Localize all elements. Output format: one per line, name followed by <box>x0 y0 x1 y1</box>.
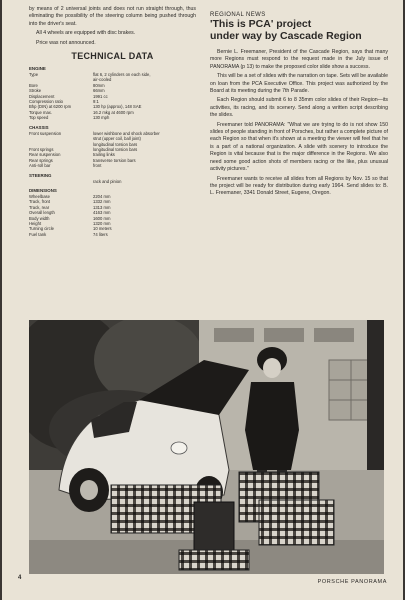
article-headline: 'This is PCA' project under way by Cascade Region <box>210 18 362 42</box>
steering-table <box>29 179 196 184</box>
spec-row: Overall length 4163 mm <box>29 210 111 216</box>
dimensions-heading: DIMENSIONS <box>29 187 57 193</box>
brakes-paragraph: All 4 wheels are equipped with disc brakes. <box>36 30 136 37</box>
price-paragraph: Price was not announced. <box>36 39 96 46</box>
left-column <box>29 6 196 237</box>
chassis-table <box>29 131 196 169</box>
section-kicker: REGIONAL NEWS <box>210 12 266 18</box>
page-number: 4 <box>18 575 22 581</box>
spec-row: Height 1320 mm <box>29 220 111 226</box>
spec-row: Compression ratio 9:1 <box>29 99 99 105</box>
spec-row: Front springs longitudinal torsion bars <box>29 146 138 152</box>
spec-row: Top speed 130 mph <box>29 115 110 121</box>
article-paragraph: Bernie L. Freemaner, President of the Cascade Region, says that many more Regions must respond to the request made in the July issue of PANORAMA (p 13) to make the proposed color slide show a success. <box>210 49 388 70</box>
porsche-luggage-photo <box>29 320 384 574</box>
spec-row: Track, rear 1313 mm <box>29 204 111 210</box>
article-paragraph: Freemaner wants to receive all slides from all Regions by Nov. 15 so that the project will be ready for distribution during early 1964. Send slides to: B. L. Freemaner, 3341 Donald Street, Eugene, Oregon. <box>210 175 388 197</box>
spec-row: Turning circle 10 meters <box>29 226 112 232</box>
spec-row: Wheelbase 2204 mm <box>29 193 111 199</box>
article-paragraph: Freemaner told PANORAMA: "What we are trying to do is not show 150 slides of people standing in front of Porsches, but rather a complete picture of each Region so that when it's shown at a meeting the viewer will feel that he is a part of a national organization. A slide with scenery to introduce the Region is vital because that is the major difference in the Regions. We also need some good action shots of members racing or the like, plus unusual activity pictures." <box>210 121 388 173</box>
magazine-title: PORSCHE PANORAMA <box>317 579 387 585</box>
spec-row: Stroke 66mm <box>29 88 105 94</box>
dimensions-table <box>29 194 196 237</box>
spec-row: Rear springs transverse torsion bars <box>29 157 136 163</box>
technical-data-title: TECHNICAL DATA <box>71 51 154 62</box>
spec-row: Type flat 6, 2 cylinders on each side, <box>29 72 151 78</box>
article-paragraph: This will be a set of slides with the narration on tape. Sets will be available on loan from the PCA Executive Office. This project was authorized by the Board at its meeting during the 7th Parade. <box>210 73 388 95</box>
magazine-page <box>2 0 403 600</box>
spec-row: longitudinal torsion bars <box>93 141 138 147</box>
spec-row: Bore 80mm <box>29 82 105 88</box>
engine-heading: ENGINE <box>29 66 46 72</box>
article-paragraph: Each Region should submit 6 to 8 35mm color slides of their Region—its activities, its racing, and its scenery. Send along a written script describing the slides. <box>210 97 388 119</box>
right-column <box>210 12 388 200</box>
spec-row: Front suspension lower wishbone and shock absorber <box>29 130 160 136</box>
spec-row: rack and pinion <box>93 178 122 184</box>
chassis-heading: CHASSIS <box>29 124 49 130</box>
spec-row: Displacement 1991 cc <box>29 93 108 99</box>
engine-table <box>29 72 196 121</box>
spec-row: strut (upper coil, ball joint) <box>93 136 141 142</box>
spec-row: Anti-roll bar front <box>29 163 102 169</box>
spec-row: Track, front 1332 mm <box>29 199 111 205</box>
spec-row: air-cooled <box>93 77 112 83</box>
spec-row: Torque max. 16.2 mkg at 4600 rpm <box>29 109 134 115</box>
intro-paragraph: by means of 2 universal joints and does not run straight through, thus eliminating the possibility of the steering column being pushed through into the driver's seat. <box>29 6 196 27</box>
spec-row: Body width 1600 mm <box>29 215 111 221</box>
spec-row: Rear suspension trailing links <box>29 152 115 158</box>
spec-row: Fuel tank 74 liters <box>29 231 108 237</box>
steering-heading: STEERING <box>29 172 52 178</box>
spec-row: Bhp (DIN) at 6200 rpm 130 hp (approx), 148 SAE <box>29 104 142 110</box>
